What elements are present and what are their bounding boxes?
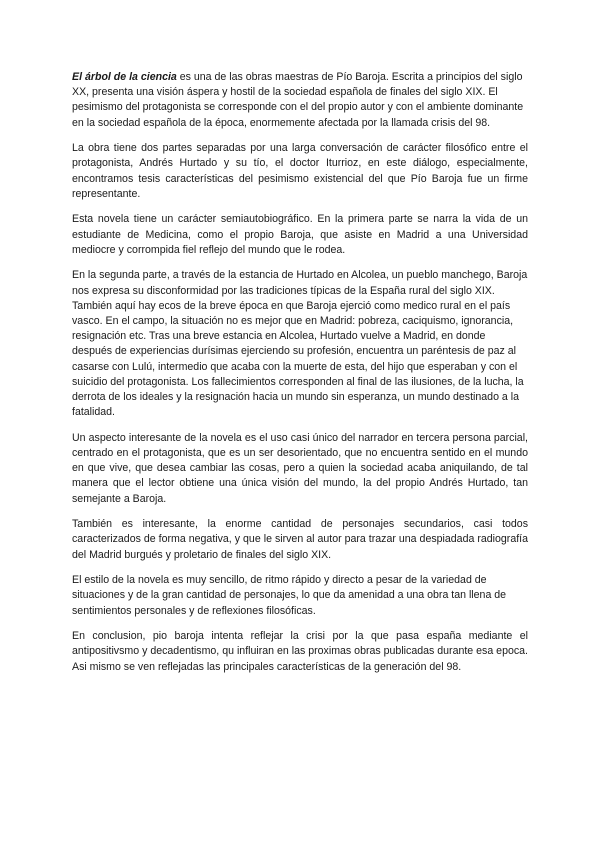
book-title: El árbol de la ciencia — [72, 71, 177, 83]
paragraph-second-part: En la segunda parte, a través de la estancia de Hurtado en Alcolea, un pueblo manchego, Baroja nos expresa su disconformidad por las tradiciones típicas de la España rural del siglo XIX. También aquí hay ecos de la breve época en que Baroja ejerció como medico rural en el país vasco. En el campo, la situación no es mejor que en Madrid: pobreza, caciquismo, ignorancia, resignación etc. Tras una breve estancia en Alcolea, Hurtado vuelve a Madrid, en donde después de experiencias durísimas ejerciendo su profesión, encuentra un paréntesis de paz al casarse con Lulú, intermedio que acaba con la muerte de esta, del hijo que esperaban y con el suicidio del protagonista. Los fallecimientos corresponden al final de las ilusiones, de la lucha, la derrota de los ideales y la resignación hacia un mundo sin esperanza, un mundo destinado a la fatalidad. — [72, 269, 528, 419]
paragraph-characters: También es interesante, la enorme cantidad de personajes secundarios, casi todos caracterizados de forma negativa, y que le sirven al autor para trazar una despiadada radiografía del Madrid burgués y proletario de finales del siglo XIX. — [72, 518, 528, 561]
paragraph-conclusion: En conclusion, pio baroja intenta reflejar la crisi por la que pasa españa mediante el antipositivsmo y decadentismo, qu influiran en las proximas obras publicadas durante esa epoca. Asi mismo se ven reflejadas las principales características de la generación del 98. — [72, 630, 528, 673]
document-page — [72, 70, 528, 685]
paragraph-intro-text: es una de las obras maestras de Pío Baroja. Escrita a principios del siglo XX, presenta una visión áspera y hostil de la sociedad española de finales del siglo XIX. El pesimismo del protagonista se corresponde con el del propio autor y con el ambiente dominante en la sociedad española de la época, enormemente afectada por la llamada crisis del 98. — [72, 71, 524, 129]
paragraph-style: El estilo de la novela es muy sencillo, de ritmo rápido y directo a pesar de la variedad de situaciones y de la gran cantidad de personajes, lo que da amenidad a una obra tan llena de sentimientos personales y de reflexiones filosóficas. — [72, 574, 507, 617]
paragraph-intro — [72, 70, 528, 131]
paragraph-narrator: Un aspecto interesante de la novela es el uso casi único del narrador en tercera persona parcial, centrado en el protagonista, que es un ser desorientado, que no encuentra sentido en el mundo en que vive, que desea cambiar las cosas, pero a quien la sociedad acaba aniquilando, de tal manera que el lector obtiene una única visión del mundo, la del propio Andrés Hurtado, tan semejante a Baroja. — [72, 431, 528, 505]
paragraph-autobiographical: Esta novela tiene un carácter semiautobiográfico. En la primera parte se narra la vida de un estudiante de Medicina, como el propio Baroja, que asiste en Madrid a una Universidad mediocre y corrompida fiel reflejo del mundo que le rodea. — [72, 213, 528, 256]
paragraph-structure: La obra tiene dos partes separadas por una larga conversación de carácter filosófico entre el protagonista, Andrés Hurtado y su tío, el doctor Iturrioz, en este diálogo, especialmente, encontramos tesis características del pesimismo existencial del que Pío Baroja fue un firme representante. — [72, 142, 528, 200]
